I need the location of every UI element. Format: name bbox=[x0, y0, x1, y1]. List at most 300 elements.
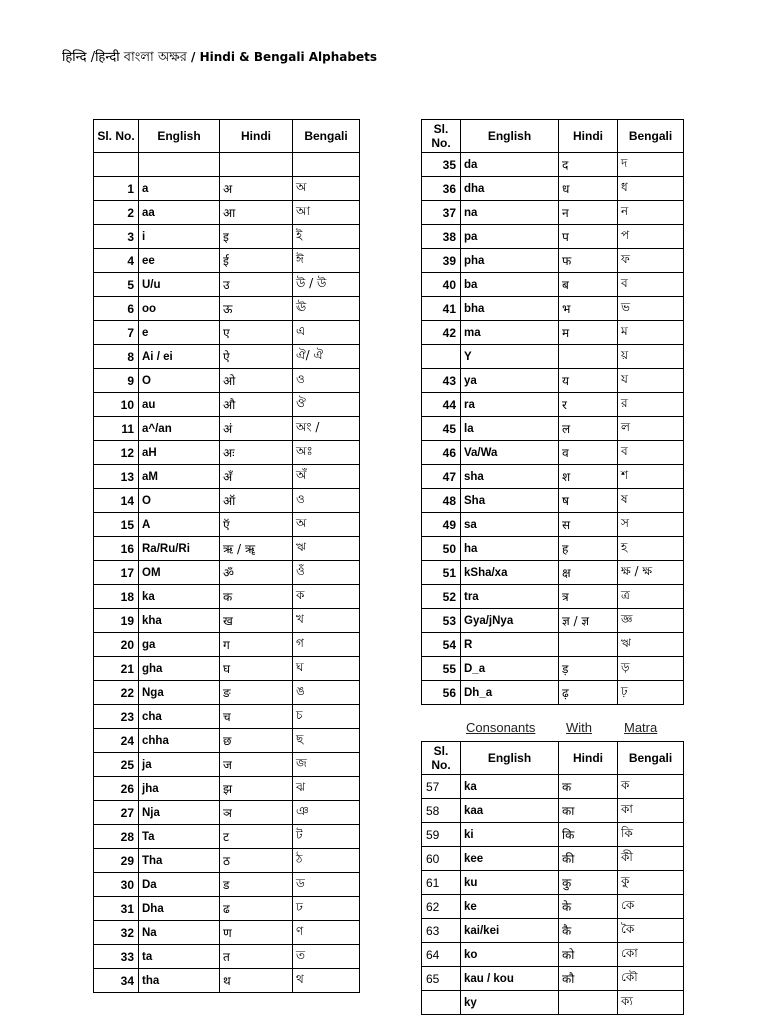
cell-english: ku bbox=[461, 871, 559, 895]
cell-english: Va/Wa bbox=[461, 441, 559, 465]
cell-english: e bbox=[139, 321, 220, 345]
cell-bengali: এ bbox=[293, 321, 360, 345]
cell-english: cha bbox=[139, 705, 220, 729]
cell-sl-no: 41 bbox=[422, 297, 461, 321]
table-row bbox=[94, 441, 360, 465]
header-sl: Sl. No. bbox=[94, 120, 139, 153]
cell-english: D_a bbox=[461, 657, 559, 681]
table-row bbox=[94, 321, 360, 345]
cell-hindi: अं bbox=[220, 417, 293, 441]
cell-hindi: ओ bbox=[220, 369, 293, 393]
cell-bengali: শ bbox=[618, 465, 684, 489]
matra-table bbox=[421, 741, 684, 1015]
cell-english bbox=[139, 153, 220, 177]
cell-bengali: কি bbox=[618, 823, 684, 847]
cell-bengali: ড় bbox=[618, 657, 684, 681]
cell-english: sha bbox=[461, 465, 559, 489]
cell-sl-no bbox=[94, 153, 139, 177]
cell-sl-no: 51 bbox=[422, 561, 461, 585]
cell-sl-no: 32 bbox=[94, 921, 139, 945]
cell-sl-no: 54 bbox=[422, 633, 461, 657]
cell-hindi: कु bbox=[559, 871, 618, 895]
table-row bbox=[422, 417, 684, 441]
cell-sl-no: 24 bbox=[94, 729, 139, 753]
cell-english: a bbox=[139, 177, 220, 201]
cell-english: aa bbox=[139, 201, 220, 225]
cell-hindi: इ bbox=[220, 225, 293, 249]
cell-sl-no: 2 bbox=[94, 201, 139, 225]
cell-hindi: को bbox=[559, 943, 618, 967]
header-english: English bbox=[461, 120, 559, 153]
cell-hindi: ण bbox=[220, 921, 293, 945]
table-row bbox=[422, 943, 684, 967]
table-row bbox=[422, 369, 684, 393]
table-row bbox=[422, 441, 684, 465]
cell-hindi: क bbox=[559, 775, 618, 799]
cell-bengali: ঊ bbox=[293, 297, 360, 321]
cell-bengali: র bbox=[618, 393, 684, 417]
cell-sl-no: 29 bbox=[94, 849, 139, 873]
subheading-with: With bbox=[566, 720, 592, 735]
cell-bengali: ম bbox=[618, 321, 684, 345]
cell-hindi: ढ bbox=[220, 897, 293, 921]
cell-sl-no: 63 bbox=[422, 919, 461, 943]
table-row bbox=[94, 801, 360, 825]
cell-sl-no: 30 bbox=[94, 873, 139, 897]
cell-bengali: ঠ bbox=[293, 849, 360, 873]
cell-hindi: आ bbox=[220, 201, 293, 225]
table-row bbox=[422, 919, 684, 943]
cell-bengali: ঝ bbox=[293, 777, 360, 801]
cell-bengali: ধ bbox=[618, 177, 684, 201]
cell-english: aH bbox=[139, 441, 220, 465]
cell-bengali: আ bbox=[293, 201, 360, 225]
cell-bengali: ঙ bbox=[293, 681, 360, 705]
cell-bengali: কৈ bbox=[618, 919, 684, 943]
cell-bengali: ঢ় bbox=[618, 681, 684, 705]
cell-sl-no: 39 bbox=[422, 249, 461, 273]
cell-hindi: त bbox=[220, 945, 293, 969]
cell-hindi: त्र bbox=[559, 585, 618, 609]
cell-hindi bbox=[559, 345, 618, 369]
cell-sl-no: 14 bbox=[94, 489, 139, 513]
cell-english: Tha bbox=[139, 849, 220, 873]
cell-english: O bbox=[139, 489, 220, 513]
cell-bengali: জ্ঞ bbox=[618, 609, 684, 633]
cell-bengali: অঁ bbox=[293, 465, 360, 489]
cell-english: da bbox=[461, 153, 559, 177]
cell-english: ma bbox=[461, 321, 559, 345]
cell-bengali: প bbox=[618, 225, 684, 249]
cell-sl-no: 17 bbox=[94, 561, 139, 585]
cell-english: Ta bbox=[139, 825, 220, 849]
cell-english: kha bbox=[139, 609, 220, 633]
table-header-row bbox=[422, 742, 684, 775]
cell-bengali: ট bbox=[293, 825, 360, 849]
cell-sl-no: 9 bbox=[94, 369, 139, 393]
cell-sl-no: 16 bbox=[94, 537, 139, 561]
cell-sl-no: 7 bbox=[94, 321, 139, 345]
cell-english: ta bbox=[139, 945, 220, 969]
cell-bengali: ণ bbox=[293, 921, 360, 945]
cell-english: Ai / ei bbox=[139, 345, 220, 369]
table-row bbox=[94, 153, 360, 177]
table-row bbox=[422, 153, 684, 177]
cell-english: pa bbox=[461, 225, 559, 249]
header-bengali: Bengali bbox=[618, 742, 684, 775]
cell-hindi bbox=[559, 991, 618, 1015]
cell-hindi: श bbox=[559, 465, 618, 489]
cell-english: OM bbox=[139, 561, 220, 585]
table-row bbox=[94, 705, 360, 729]
cell-hindi: के bbox=[559, 895, 618, 919]
cell-bengali: ন bbox=[618, 201, 684, 225]
cell-hindi: क bbox=[220, 585, 293, 609]
cell-sl-no: 23 bbox=[94, 705, 139, 729]
cell-bengali: ই bbox=[293, 225, 360, 249]
cell-english: ke bbox=[461, 895, 559, 919]
cell-bengali: ওঁ bbox=[293, 561, 360, 585]
table-row bbox=[422, 225, 684, 249]
cell-hindi: प bbox=[559, 225, 618, 249]
cell-hindi: द bbox=[559, 153, 618, 177]
cell-english: Sha bbox=[461, 489, 559, 513]
header-hindi: Hindi bbox=[559, 120, 618, 153]
cell-sl-no: 38 bbox=[422, 225, 461, 249]
cell-sl-no: 52 bbox=[422, 585, 461, 609]
cell-sl-no: 11 bbox=[94, 417, 139, 441]
cell-sl-no: 43 bbox=[422, 369, 461, 393]
cell-english: Nja bbox=[139, 801, 220, 825]
cell-sl-no: 26 bbox=[94, 777, 139, 801]
table-row bbox=[422, 513, 684, 537]
cell-hindi: च bbox=[220, 705, 293, 729]
table-row bbox=[422, 633, 684, 657]
table-header-row bbox=[422, 120, 684, 153]
cell-sl-no: 42 bbox=[422, 321, 461, 345]
cell-sl-no: 46 bbox=[422, 441, 461, 465]
cell-english: ee bbox=[139, 249, 220, 273]
cell-english: ka bbox=[139, 585, 220, 609]
table-row bbox=[94, 921, 360, 945]
alphabet-table-left bbox=[93, 119, 360, 993]
cell-hindi: न bbox=[559, 201, 618, 225]
cell-sl-no: 5 bbox=[94, 273, 139, 297]
cell-english: ki bbox=[461, 823, 559, 847]
cell-hindi: ऊ bbox=[220, 297, 293, 321]
cell-bengali: জ bbox=[293, 753, 360, 777]
cell-bengali: গ bbox=[293, 633, 360, 657]
table-row bbox=[422, 871, 684, 895]
cell-bengali bbox=[293, 153, 360, 177]
cell-sl-no: 47 bbox=[422, 465, 461, 489]
header-hindi: Hindi bbox=[559, 742, 618, 775]
cell-sl-no: 62 bbox=[422, 895, 461, 919]
cell-english: ha bbox=[461, 537, 559, 561]
cell-bengali: ব bbox=[618, 441, 684, 465]
cell-bengali: ল bbox=[618, 417, 684, 441]
cell-hindi: कै bbox=[559, 919, 618, 943]
cell-sl-no: 58 bbox=[422, 799, 461, 823]
header-english: English bbox=[461, 742, 559, 775]
cell-english: na bbox=[461, 201, 559, 225]
table-row bbox=[94, 633, 360, 657]
cell-bengali: ঋ bbox=[293, 537, 360, 561]
table-row bbox=[422, 585, 684, 609]
cell-bengali: ফ bbox=[618, 249, 684, 273]
cell-sl-no: 6 bbox=[94, 297, 139, 321]
cell-sl-no: 37 bbox=[422, 201, 461, 225]
table-row bbox=[422, 799, 684, 823]
cell-hindi: ॐ bbox=[220, 561, 293, 585]
table-row bbox=[94, 609, 360, 633]
cell-english: ya bbox=[461, 369, 559, 393]
cell-sl-no: 27 bbox=[94, 801, 139, 825]
table-row bbox=[94, 729, 360, 753]
cell-hindi: ठ bbox=[220, 849, 293, 873]
table-row bbox=[422, 895, 684, 919]
cell-sl-no: 15 bbox=[94, 513, 139, 537]
cell-bengali: স bbox=[618, 513, 684, 537]
table-row bbox=[422, 393, 684, 417]
cell-bengali: ত্র bbox=[618, 585, 684, 609]
cell-sl-no: 13 bbox=[94, 465, 139, 489]
cell-bengali: কা bbox=[618, 799, 684, 823]
cell-hindi: भ bbox=[559, 297, 618, 321]
cell-bengali: ক bbox=[618, 775, 684, 799]
cell-hindi: ड bbox=[220, 873, 293, 897]
table-row bbox=[94, 177, 360, 201]
cell-sl-no: 28 bbox=[94, 825, 139, 849]
cell-sl-no: 33 bbox=[94, 945, 139, 969]
cell-bengali: ঋ bbox=[618, 633, 684, 657]
table-row bbox=[94, 297, 360, 321]
cell-bengali: ও bbox=[293, 489, 360, 513]
table-row bbox=[422, 609, 684, 633]
cell-bengali: ঔ bbox=[293, 393, 360, 417]
cell-sl-no: 36 bbox=[422, 177, 461, 201]
cell-hindi: उ bbox=[220, 273, 293, 297]
cell-bengali: ঈ bbox=[293, 249, 360, 273]
subheading-matra: Matra bbox=[624, 720, 658, 735]
table-row bbox=[422, 775, 684, 799]
header-sl: Sl. No. bbox=[422, 742, 461, 775]
cell-bengali: অং / bbox=[293, 417, 360, 441]
alphabet-table-right bbox=[421, 119, 684, 705]
table-row bbox=[94, 417, 360, 441]
cell-english: gha bbox=[139, 657, 220, 681]
cell-hindi: थ bbox=[220, 969, 293, 993]
table-row bbox=[94, 201, 360, 225]
cell-sl-no: 35 bbox=[422, 153, 461, 177]
cell-english: oo bbox=[139, 297, 220, 321]
cell-bengali: অ bbox=[293, 177, 360, 201]
cell-hindi: औ bbox=[220, 393, 293, 417]
table-row bbox=[422, 465, 684, 489]
cell-sl-no: 64 bbox=[422, 943, 461, 967]
cell-sl-no: 19 bbox=[94, 609, 139, 633]
cell-sl-no: 40 bbox=[422, 273, 461, 297]
cell-bengali: খ bbox=[293, 609, 360, 633]
table-row bbox=[94, 897, 360, 921]
cell-hindi: अः bbox=[220, 441, 293, 465]
cell-english: au bbox=[139, 393, 220, 417]
cell-hindi: अँ bbox=[220, 465, 293, 489]
table-row bbox=[94, 873, 360, 897]
cell-english: sa bbox=[461, 513, 559, 537]
cell-hindi: ऑ bbox=[220, 489, 293, 513]
cell-hindi: ग bbox=[220, 633, 293, 657]
table-row bbox=[422, 561, 684, 585]
table-row bbox=[94, 537, 360, 561]
table-row bbox=[422, 201, 684, 225]
cell-english: kai/kei bbox=[461, 919, 559, 943]
table-row bbox=[422, 321, 684, 345]
cell-english: kSha/xa bbox=[461, 561, 559, 585]
table-row bbox=[94, 585, 360, 609]
cell-english: Na bbox=[139, 921, 220, 945]
cell-english: Nga bbox=[139, 681, 220, 705]
table-body bbox=[422, 153, 684, 705]
cell-bengali: ক্ষ / ক্ষ bbox=[618, 561, 684, 585]
cell-bengali: য bbox=[618, 369, 684, 393]
cell-bengali: ক bbox=[293, 585, 360, 609]
table-row bbox=[94, 393, 360, 417]
cell-sl-no: 50 bbox=[422, 537, 461, 561]
cell-hindi: क्ष bbox=[559, 561, 618, 585]
header-sl: Sl. No. bbox=[422, 120, 461, 153]
cell-bengali: দ bbox=[618, 153, 684, 177]
page-title bbox=[62, 47, 377, 69]
cell-hindi: व bbox=[559, 441, 618, 465]
table-row bbox=[94, 945, 360, 969]
cell-sl-no: 49 bbox=[422, 513, 461, 537]
cell-sl-no bbox=[422, 345, 461, 369]
cell-english: dha bbox=[461, 177, 559, 201]
table-row bbox=[422, 345, 684, 369]
table-body bbox=[422, 775, 684, 1015]
cell-bengali: চ bbox=[293, 705, 360, 729]
cell-sl-no: 25 bbox=[94, 753, 139, 777]
cell-hindi: घ bbox=[220, 657, 293, 681]
table-row bbox=[422, 489, 684, 513]
cell-english: Gya/jNya bbox=[461, 609, 559, 633]
cell-hindi: कौ bbox=[559, 967, 618, 991]
cell-hindi: ध bbox=[559, 177, 618, 201]
cell-sl-no: 4 bbox=[94, 249, 139, 273]
cell-sl-no: 21 bbox=[94, 657, 139, 681]
cell-bengali: কী bbox=[618, 847, 684, 871]
cell-hindi: झ bbox=[220, 777, 293, 801]
table-row bbox=[94, 345, 360, 369]
cell-sl-no: 59 bbox=[422, 823, 461, 847]
cell-hindi bbox=[220, 153, 293, 177]
cell-english: ba bbox=[461, 273, 559, 297]
table-row bbox=[94, 657, 360, 681]
cell-hindi bbox=[559, 633, 618, 657]
cell-hindi: ज्ञ / ज्ञ bbox=[559, 609, 618, 633]
cell-hindi: ऐ bbox=[220, 345, 293, 369]
cell-bengali: ঘ bbox=[293, 657, 360, 681]
table-row bbox=[94, 753, 360, 777]
table-row bbox=[94, 849, 360, 873]
table-row bbox=[422, 991, 684, 1015]
cell-english: kau / kou bbox=[461, 967, 559, 991]
cell-bengali: হ bbox=[618, 537, 684, 561]
cell-hindi: फ bbox=[559, 249, 618, 273]
cell-bengali: ও bbox=[293, 369, 360, 393]
cell-hindi: अ bbox=[220, 177, 293, 201]
cell-sl-no: 57 bbox=[422, 775, 461, 799]
table-row bbox=[94, 777, 360, 801]
cell-bengali: ত bbox=[293, 945, 360, 969]
cell-english: chha bbox=[139, 729, 220, 753]
cell-bengali: ড bbox=[293, 873, 360, 897]
cell-sl-no: 31 bbox=[94, 897, 139, 921]
cell-english: Dh_a bbox=[461, 681, 559, 705]
cell-sl-no: 22 bbox=[94, 681, 139, 705]
table-row bbox=[94, 369, 360, 393]
table-row bbox=[422, 177, 684, 201]
cell-bengali: ক্য bbox=[618, 991, 684, 1015]
cell-hindi: की bbox=[559, 847, 618, 871]
cell-bengali: ঞ bbox=[293, 801, 360, 825]
cell-bengali: য় bbox=[618, 345, 684, 369]
cell-bengali: ব bbox=[618, 273, 684, 297]
cell-english: ky bbox=[461, 991, 559, 1015]
cell-english: Y bbox=[461, 345, 559, 369]
cell-bengali: ভ bbox=[618, 297, 684, 321]
table-row bbox=[422, 273, 684, 297]
cell-english: aM bbox=[139, 465, 220, 489]
cell-sl-no: 20 bbox=[94, 633, 139, 657]
table-row bbox=[422, 681, 684, 705]
cell-sl-no: 18 bbox=[94, 585, 139, 609]
cell-hindi: कि bbox=[559, 823, 618, 847]
header-hindi: Hindi bbox=[220, 120, 293, 153]
cell-hindi: य bbox=[559, 369, 618, 393]
table-row bbox=[422, 823, 684, 847]
table-body bbox=[94, 153, 360, 993]
cell-english: kaa bbox=[461, 799, 559, 823]
table-row bbox=[94, 273, 360, 297]
cell-bengali: কু bbox=[618, 871, 684, 895]
title-native: हिन्दि /हिन्दी বাংলা অক্ষর bbox=[62, 50, 192, 65]
cell-hindi: ई bbox=[220, 249, 293, 273]
cell-english: i bbox=[139, 225, 220, 249]
cell-english: R bbox=[461, 633, 559, 657]
table-header-row bbox=[94, 120, 360, 153]
cell-english: ko bbox=[461, 943, 559, 967]
cell-hindi: ड़ bbox=[559, 657, 618, 681]
cell-sl-no: 44 bbox=[422, 393, 461, 417]
cell-sl-no: 3 bbox=[94, 225, 139, 249]
table-row bbox=[422, 967, 684, 991]
table-row bbox=[422, 249, 684, 273]
table-row bbox=[94, 489, 360, 513]
cell-english: Dha bbox=[139, 897, 220, 921]
table-row bbox=[94, 249, 360, 273]
cell-hindi: स bbox=[559, 513, 618, 537]
table-row bbox=[422, 657, 684, 681]
subheading-consonants: Consonants bbox=[466, 720, 536, 735]
table-row bbox=[94, 825, 360, 849]
cell-hindi: छ bbox=[220, 729, 293, 753]
cell-hindi: ऋ / ॠ bbox=[220, 537, 293, 561]
cell-hindi: ट bbox=[220, 825, 293, 849]
cell-sl-no: 65 bbox=[422, 967, 461, 991]
cell-bengali: উ / উ bbox=[293, 273, 360, 297]
